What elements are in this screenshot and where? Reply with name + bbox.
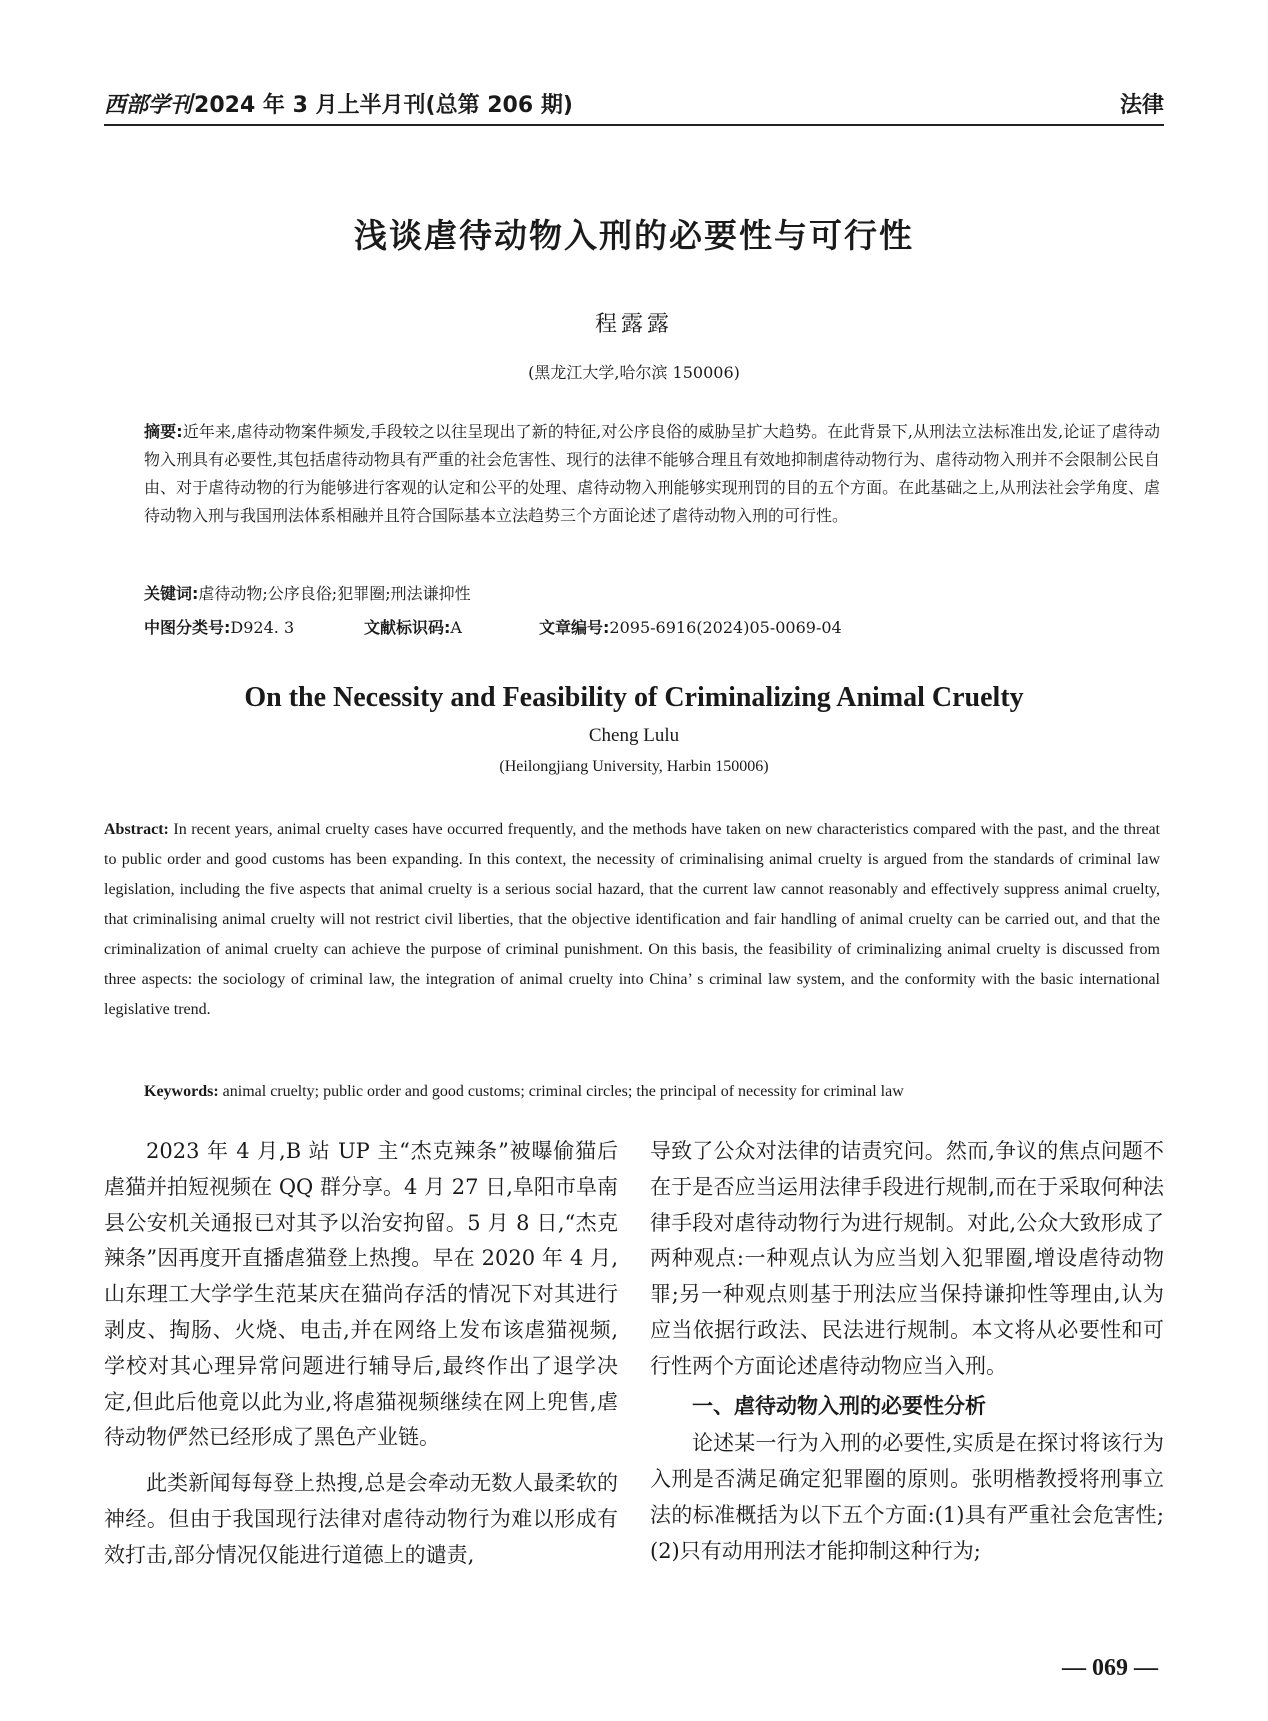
chinese-keywords — [144, 580, 1160, 608]
chinese-affiliation: (黑龙江大学,哈尔滨 150006) — [528, 363, 740, 382]
body-paragraph: 此类新闻每每登上热搜,总是会牵动无数人最柔软的神经。但由于我国现行法律对虐待动物行为难以形成有效打击,部分情况仅能进行道德上的谴责, — [104, 1471, 618, 1567]
section-heading: 一、虐待动物入刑的必要性分析 — [692, 1393, 986, 1418]
clc-code — [144, 614, 364, 642]
body-column-right — [650, 1134, 1164, 1570]
issue-label: 2024 年 3 月上半月刊(总第 206 期) — [194, 92, 573, 118]
doc-code — [364, 614, 539, 642]
english-title: On the Necessity and Feasibility of Criminalizing Animal Cruelty — [244, 682, 1024, 713]
keywords-label: 关键词: — [144, 584, 199, 603]
article-no-value: 2095-6916(2024)05-0069-04 — [609, 618, 842, 637]
page-number: — 069 — — [1062, 1655, 1158, 1681]
article-number — [539, 614, 842, 642]
chinese-author: 程露露 — [594, 312, 673, 337]
header-issue-info — [104, 88, 573, 119]
english-abstract-text: In recent years, animal cruelty cases have occurred frequently, and the methods have taken on new characteristics compared with the past, and the threat to public order and good customs has been expanding. In this context, the necessity of criminalising animal cruelty is argued from the standards of criminal law legislation, including the five aspects that animal cruelty is a serious social hazard, that the current law cannot reasonably and effectively suppress animal cruelty, that criminalising animal cruelty will not restrict civil liberties, that the objective identification and fair handling of animal cruelty can be carried out, and that the criminalization of animal cruelty can achieve the purpose of criminal punishment. On this basis, the feasibility of criminalizing animal cruelty is discussed from three aspects: the sociology of criminal law, the integration of animal cruelty into China’ s criminal law system, and the conformity with the basic international legislative trend. — [104, 821, 1161, 1018]
running-header — [104, 86, 1164, 120]
english-author: Cheng Lulu — [588, 725, 680, 746]
body-paragraph: 2023 年 4 月,B 站 UP 主“杰克辣条”被曝偷猫后虐猫并拍短视频在 QQ 群分享。4 月 27 日,阜阳市阜南县公安机关通报已对其予以治安拘留。5 月 8 日,“杰克辣条”因再度开直播虐猫登上热搜。早在 2020 年 4 月,山东理工大学学生范某庆在猫尚存活的情况下对其进行剥皮、掏肠、火烧、电击,并在网络上发布该虐猫视频,学校对其心理异常问题进行辅导后,最终作出了退学决定,但此后他竟以此为业,将虐猫视频继续在网上兜售,虐待动物俨然已经形成了黑色产业链。 — [104, 1139, 618, 1450]
clc-label: 中图分类号: — [144, 618, 231, 637]
chinese-title: 浅谈虐待动物入刑的必要性与可行性 — [354, 216, 914, 255]
doc-code-value: A — [450, 618, 462, 637]
body-paragraph: 论述某一行为入刑的必要性,实质是在探讨将该行为入刑是否满足确定犯罪圈的原则。张明楷教授将刑事立法的标准概括为以下五个方面:(1)具有严重社会危害性;(2)只有动用刑法才能抑制这种行为; — [650, 1431, 1164, 1563]
abstract-label: 摘要: — [144, 422, 183, 441]
keywords-text: 虐待动物;公序良俗;犯罪圈;刑法谦抑性 — [198, 584, 471, 603]
body-paragraph: 导致了公众对法律的诘责究问。然而,争议的焦点问题不在于是否应当运用法律手段进行规制,而在于采取何种法律手段对虐待动物行为进行规制。对此,公众大致形成了两种观点:一种观点认为应当划入犯罪圈,增设虐待动物罪;另一种观点则基于刑法应当保持谦抑性等理由,认为应当依据行政法、民法进行规制。本文将从必要性和可行性两个方面论述虐待动物应当入刑。 — [650, 1139, 1164, 1378]
doc-code-label: 文献标识码: — [364, 618, 451, 637]
english-abstract — [104, 815, 1160, 1025]
english-keywords-label: Keywords: — [144, 1083, 219, 1100]
english-keywords-text: animal cruelty; public order and good customs; criminal circles; the principal of necessity for criminal law — [222, 1083, 904, 1100]
journal-logo: 西部学刊 — [104, 91, 193, 118]
english-affiliation: (Heilongjiang University, Harbin 150006) — [499, 758, 769, 775]
english-abstract-label: Abstract: — [104, 821, 169, 838]
body-column-left — [104, 1134, 618, 1574]
english-keywords — [144, 1078, 1160, 1106]
chinese-abstract — [144, 418, 1160, 530]
header-rule — [104, 124, 1164, 126]
classification-line — [144, 614, 1160, 642]
section-label: 法律 — [1119, 92, 1164, 118]
article-no-label: 文章编号: — [539, 618, 610, 637]
abstract-text: 近年来,虐待动物案件频发,手段较之以往呈现出了新的特征,对公序良俗的威胁呈扩大趋势。在此背景下,从刑法立法标准出发,论证了虐待动物入刑具有必要性,其包括虐待动物具有严重的社会危害性、现行的法律不能够合理且有效地抑制虐待动物行为、虐待动物入刑并不会限制公民自由、对于虐待动物的行为能够进行客观的认定和公平的处理、虐待动物入刑能够实现刑罚的目的五个方面。在此基础之上,从刑法社会学角度、虐待动物入刑与我国刑法体系相融并且符合国际基本立法趋势三个方面论述了虐待动物入刑的可行性。 — [144, 422, 1160, 525]
clc-value: D924. 3 — [230, 618, 295, 637]
